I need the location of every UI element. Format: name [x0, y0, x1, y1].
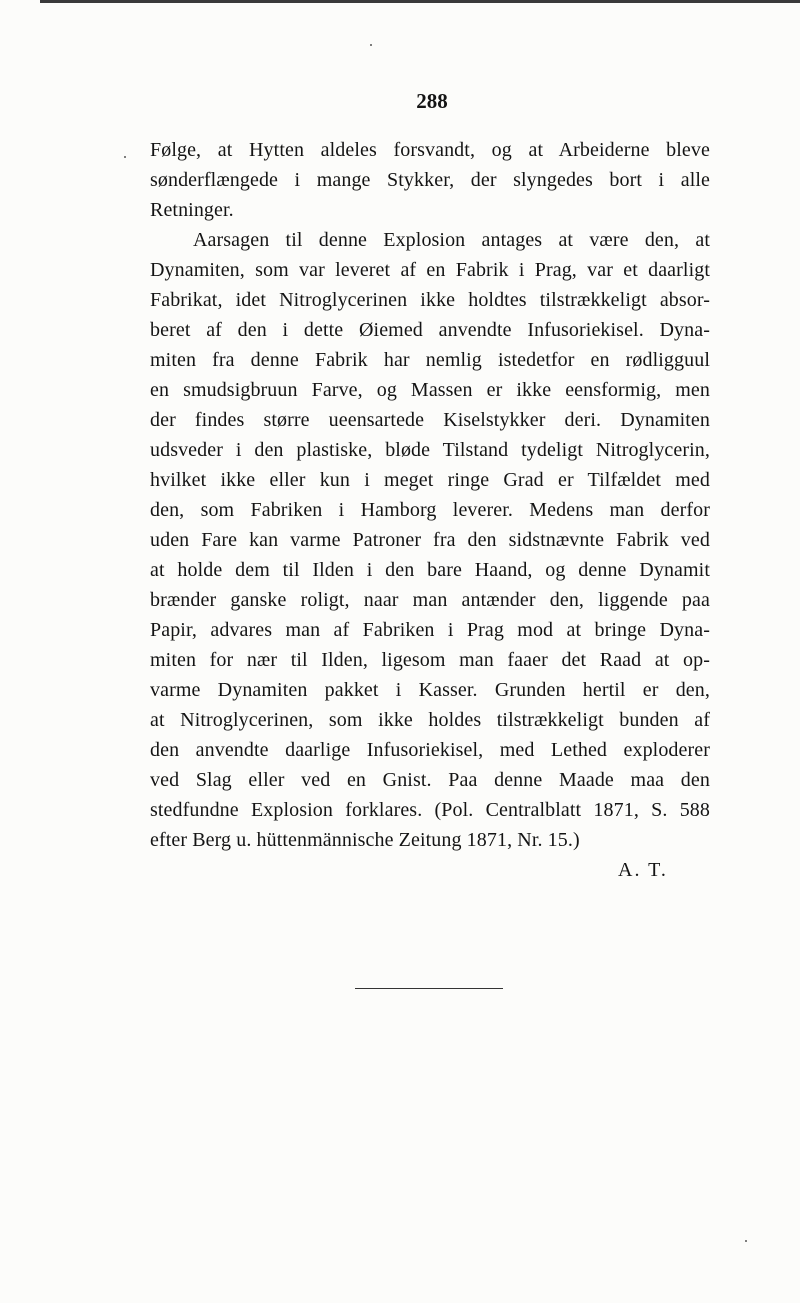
text-line: miten for nær til Ilden, ligesom man faaer det Raad at op-: [150, 649, 710, 671]
text-line: at holde dem til Ilden i den bare Haand, og denne Dynamit: [150, 559, 710, 581]
text-line: Fabrikat, idet Nitroglycerinen ikke holdtes tilstrækkeligt absor-: [150, 289, 710, 311]
scan-speck: [124, 156, 126, 158]
scan-top-edge: [40, 0, 800, 3]
text-line: efter Berg u. hüttenmännische Zeitung 1871, Nr. 15.): [150, 829, 580, 851]
text-line: brænder ganske roligt, naar man antænder den, liggende paa: [150, 589, 710, 611]
text-line: Følge, at Hytten aldeles forsvandt, og at Arbeiderne bleve: [150, 139, 710, 161]
text-line: Dynamiten, som var leveret af en Fabrik i Prag, var et daarligt: [150, 259, 710, 281]
text-line: der findes større ueensartede Kiselstykker deri. Dynamiten: [150, 409, 710, 431]
text-line: hvilket ikke eller kun i meget ringe Grad er Tilfældet med: [150, 469, 710, 491]
text-line: at Nitroglycerinen, som ikke holdes tilstrækkeligt bunden af: [150, 709, 710, 731]
text-line: ved Slag eller ved en Gnist. Paa denne Maade maa den: [150, 769, 710, 791]
text-line: udsveder i den plastiske, bløde Tilstand tydeligt Nitroglycerin,: [150, 439, 710, 461]
text-line: beret af den i dette Øiemed anvendte Infusoriekisel. Dyna-: [150, 319, 710, 341]
scan-speck: [370, 44, 372, 46]
text-line: varme Dynamiten pakket i Kasser. Grunden hertil er den,: [150, 679, 710, 701]
text-line: den anvendte daarlige Infusoriekisel, med Lethed exploderer: [150, 739, 710, 761]
scan-speck: [745, 1240, 747, 1242]
text-line: miten fra denne Fabrik har nemlig istedetfor en rødligguul: [150, 349, 710, 371]
text-line: sønderflængede i mange Stykker, der slyngedes bort i alle: [150, 169, 710, 191]
text-line: stedfundne Explosion forklares. (Pol. Centralblatt 1871, S. 588: [150, 799, 710, 821]
text-line: Papir, advares man af Fabriken i Prag mod at bringe Dyna-: [150, 619, 710, 641]
text-line: uden Fare kan varme Patroner fra den sidstnævnte Fabrik ved: [150, 529, 710, 551]
paragraph-first-line: Aarsagen til denne Explosion antages at være den, at: [193, 229, 710, 251]
author-initials: A. T.: [618, 859, 668, 881]
text-line: den, som Fabriken i Hamborg leverer. Medens man derfor: [150, 499, 710, 521]
text-line: en smudsigbruun Farve, og Massen er ikke eensformig, men: [150, 379, 710, 401]
page-number: 288: [416, 89, 448, 113]
text-line: Retninger.: [150, 199, 234, 221]
section-divider: [355, 988, 503, 989]
